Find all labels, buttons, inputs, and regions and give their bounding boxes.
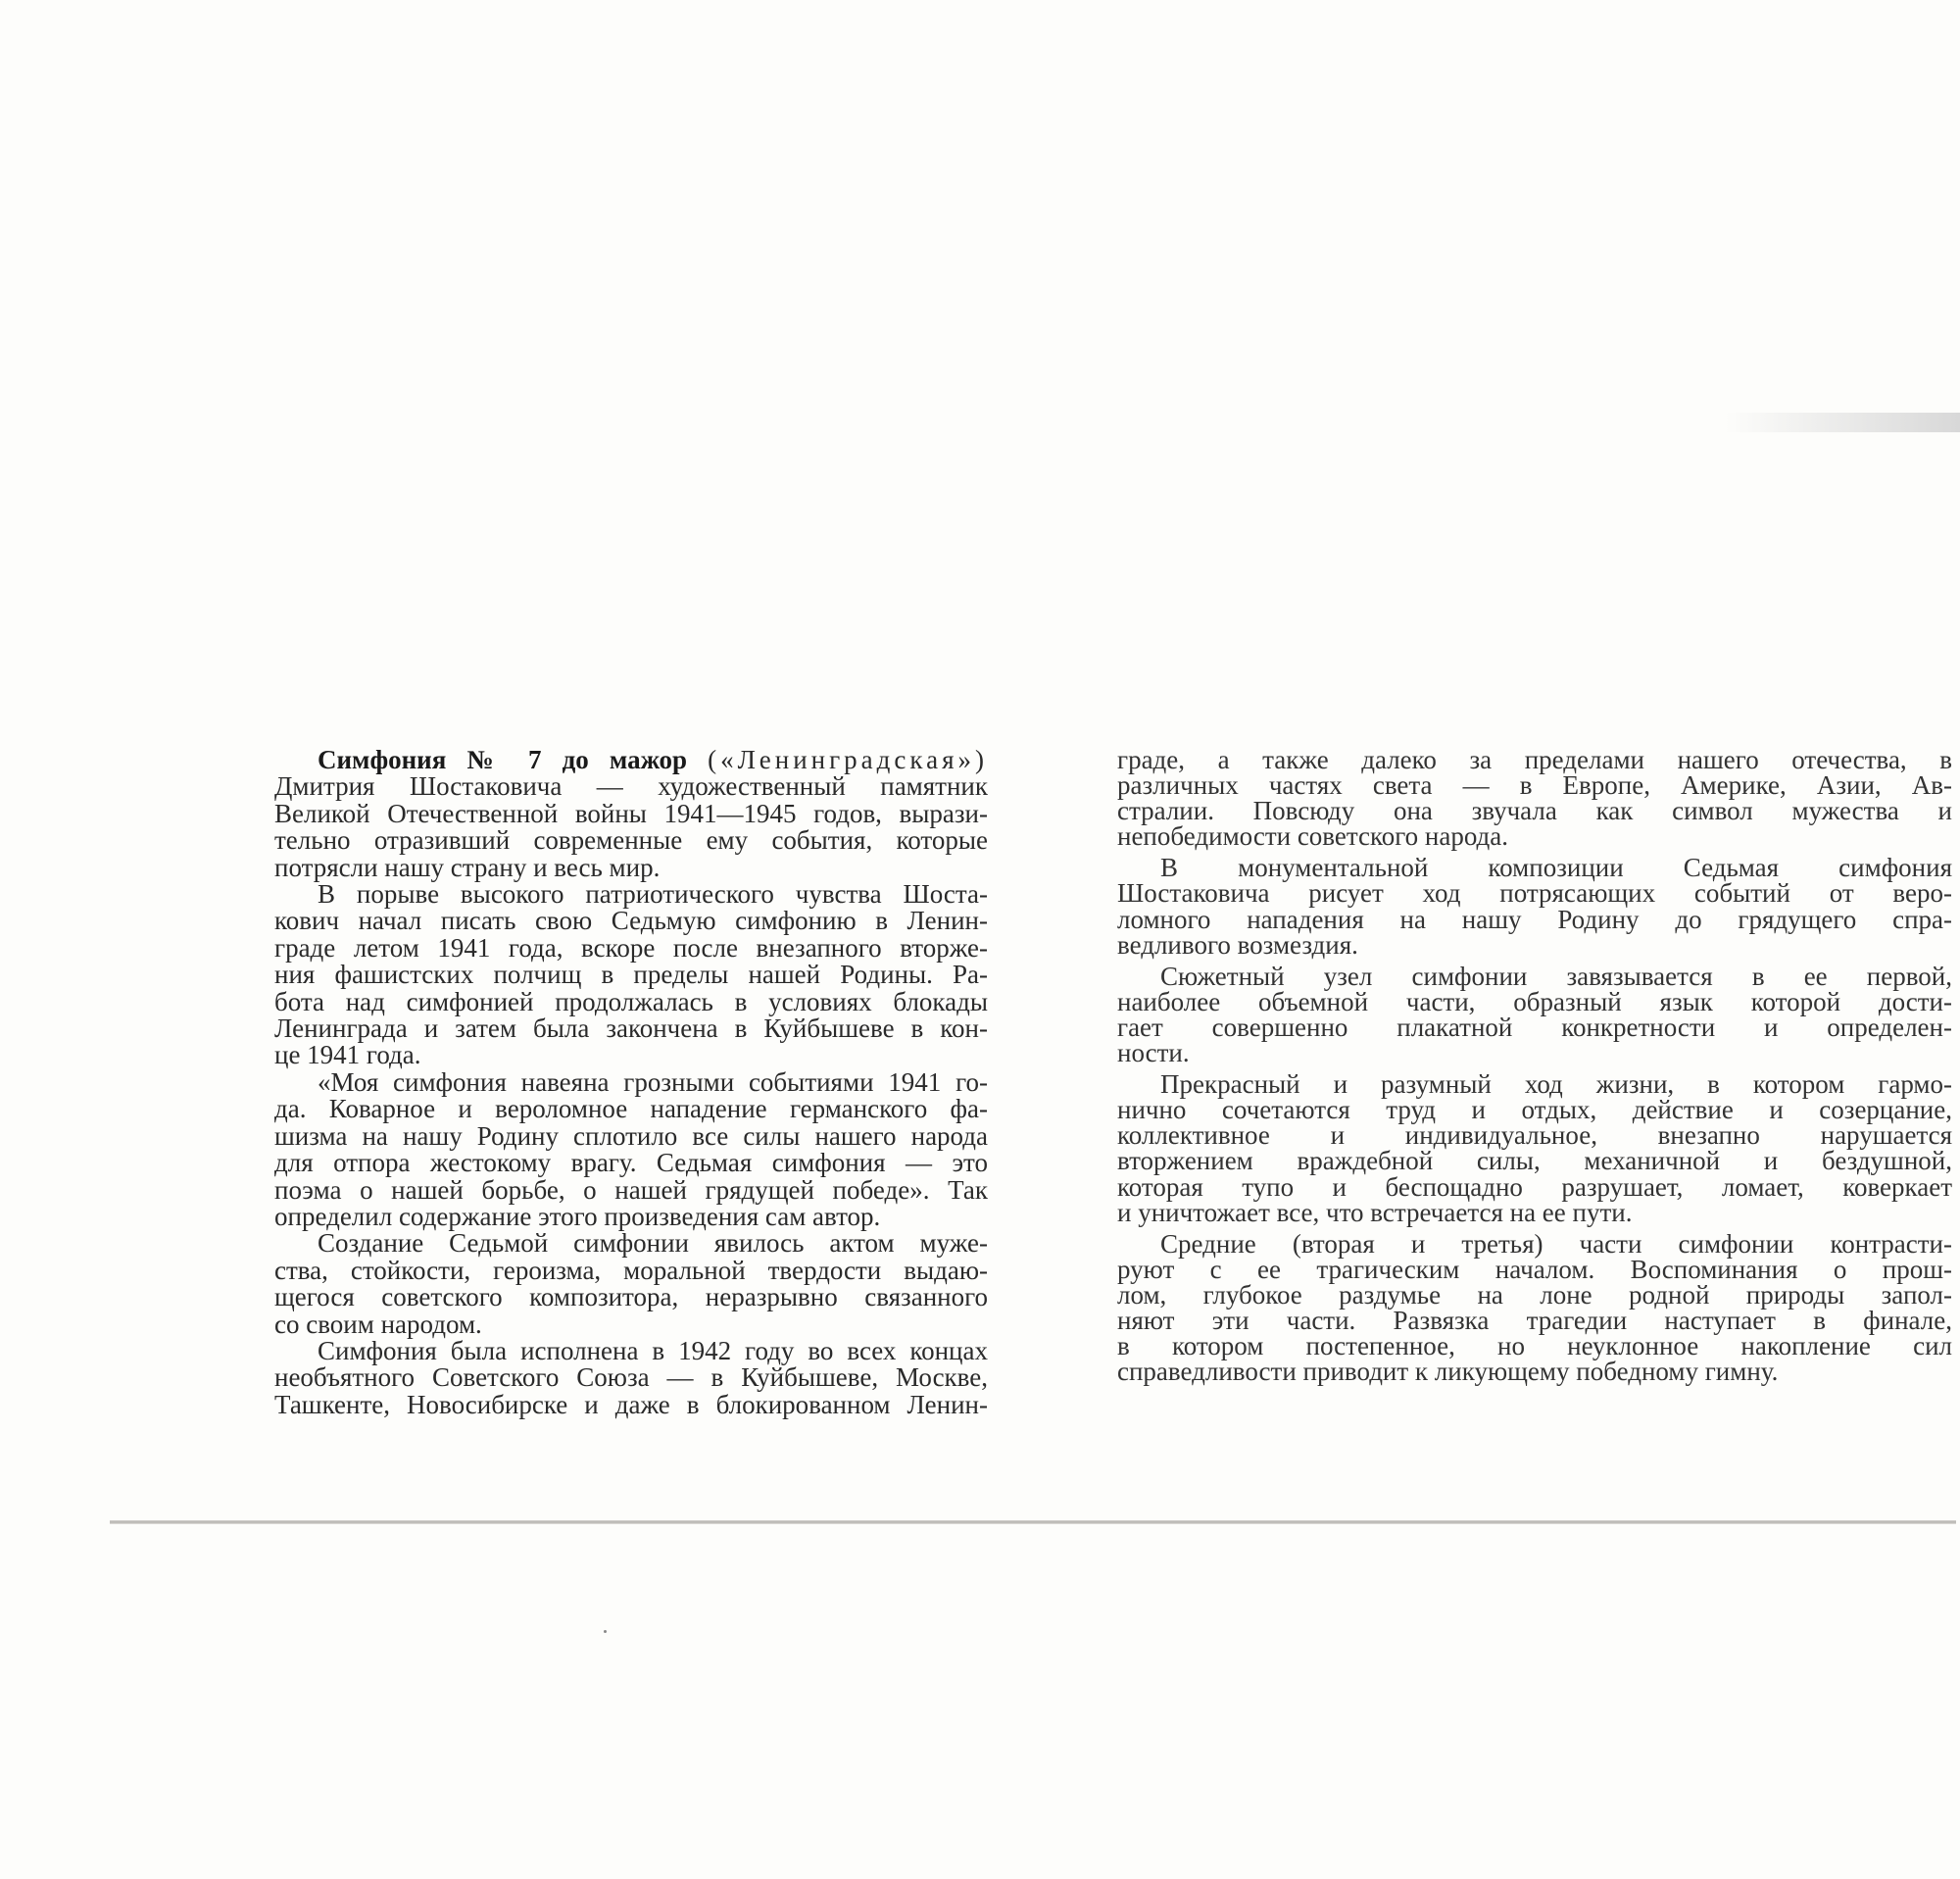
- paragraph: [274, 881, 988, 1069]
- text-line: няют эти части. Развязка трагедии наступает в финале,: [1117, 1305, 1952, 1335]
- paragraph-intro-lines: [274, 773, 988, 881]
- text-line: Ташкенте, Новосибирске и даже в блокированном Ленин-: [274, 1389, 988, 1419]
- paragraph: [1117, 745, 1952, 852]
- text-line: Прекрасный и разумный ход жизни, в котором гармо-: [1160, 1069, 1952, 1100]
- text-line: необъятного Советского Союза — в Куйбышеве, Москве,: [274, 1362, 988, 1393]
- text-line: це 1941 года.: [274, 1040, 421, 1070]
- paragraph: [1117, 853, 1952, 960]
- text-line: вторжением враждебной силы, механичной и бездушной,: [1117, 1146, 1952, 1176]
- paragraph: [274, 1335, 988, 1419]
- text-line: бота над симфонией продолжалась в условиях блокады: [274, 986, 988, 1016]
- text-line: которая тупо и беспощадно разрушает, ломает, коверкает: [1117, 1171, 1952, 1202]
- text-line: В монументальной композиции Седьмая симфония: [1160, 853, 1952, 883]
- paragraph: [274, 1066, 988, 1231]
- text-line: справедливости приводит к ликующему победному гимну.: [1117, 1357, 1779, 1387]
- text-line: шизма на нашу Родину сплотило все силы нашего народа: [274, 1120, 988, 1151]
- text-line: Ленинграда и затем была закончена в Куйбышеве в кон-: [274, 1014, 988, 1044]
- left-paragraphs: [274, 881, 988, 1418]
- text-line: Великой Отечественной войны 1941—1945 годов, вырази-: [274, 798, 988, 828]
- paragraph: [1117, 961, 1952, 1068]
- paragraph: [274, 1230, 988, 1338]
- text-line: руют с ее трагическим началом. Воспоминания о прош-: [1117, 1254, 1952, 1284]
- text-line: различных частях света — в Европе, Америке, Азии, Ав-: [1117, 770, 1952, 801]
- text-line: непобедимости советского народа.: [1117, 821, 1509, 852]
- text-line: со своим народом.: [274, 1309, 482, 1339]
- text-line: Создание Седьмой симфонии явилось актом муже-: [318, 1228, 988, 1259]
- text-line: щегося советского композитора, неразрывно связанного: [274, 1282, 988, 1312]
- text-line: и уничтожает все, что встречается на ее пути.: [1117, 1197, 1633, 1227]
- text-column-left: [274, 747, 988, 1418]
- text-line: да. Коварное и вероломное нападение германского фа-: [274, 1094, 988, 1124]
- text-line: наиболее объемной части, образный язык которой дости-: [1117, 986, 1952, 1016]
- text-line: Симфония была исполнена в 1942 году во всех концах: [318, 1335, 988, 1365]
- text-line: определил содержание этого произведения сам автор.: [274, 1201, 881, 1231]
- text-line: для отпора жестокому врагу. Седьмая симфония — это: [274, 1148, 988, 1178]
- text-line: Дмитрия Шостаковича — художественный памятник: [274, 771, 988, 802]
- heading-line: [274, 747, 988, 773]
- text-line: ния фашистских полчищ в пределы нашей Родины. Ра-: [274, 960, 988, 990]
- text-line: граде, а также далеко за пределами нашего отечества, в: [1117, 745, 1952, 774]
- text-line: «Моя симфония навеяна грозными событиями 1941 го-: [318, 1066, 988, 1097]
- horizontal-rule: [110, 1520, 1956, 1524]
- text-line: Средние (вторая и третья) части симфонии контрасти-: [1160, 1228, 1952, 1259]
- text-line: в котором постепенное, но неуклонное накопление сил: [1117, 1331, 1952, 1361]
- text-line: кович начал писать свою Седьмую симфонию в Ленин-: [274, 906, 988, 936]
- text-line: Сюжетный узел симфонии завязывается в ее первой,: [1160, 961, 1952, 991]
- speck: [604, 1630, 607, 1633]
- text-line: В порыве высокого патриотического чувства Шоста-: [318, 879, 988, 910]
- text-line: ства, стойкости, героизма, моральной твердости выдаю-: [274, 1255, 988, 1285]
- text-line: поэма о нашей борьбе, о нашей грядущей победе». Так: [274, 1174, 988, 1205]
- paragraph-intro: [274, 747, 988, 881]
- page-edge-shadow: [1725, 413, 1960, 432]
- text-line: граде летом 1941 года, вскоре после внезапного вторже-: [274, 932, 988, 963]
- text-line: тельно отразивший современные ему события, которые: [274, 825, 988, 856]
- paragraph: [1117, 1228, 1952, 1387]
- symphony-title: Симфония № 7 до мажор: [318, 745, 688, 774]
- text-column-right: [1117, 747, 1952, 1390]
- text-line: гает совершенно плакатной конкретности и определен-: [1117, 1012, 1952, 1042]
- text-line: коллективное и индивидуальное, внезапно нарушается: [1117, 1120, 1952, 1151]
- paragraph: [1117, 1071, 1952, 1225]
- symphony-subtitle: («Ленинградская»): [708, 745, 988, 774]
- text-line: нично сочетаются труд и отдых, действие и созерцание,: [1117, 1095, 1952, 1125]
- text-line: ломного нападения на нашу Родину до грядущего спра-: [1117, 904, 1952, 934]
- text-line: ведливого возмездия.: [1117, 929, 1358, 960]
- text-line: Шостаковича рисует ход потрясающих событий от веро-: [1117, 878, 1952, 909]
- text-line: потрясли нашу страну и весь мир.: [274, 852, 661, 882]
- text-line: стралии. Повсюду она звучала как символ мужества и: [1117, 796, 1952, 826]
- text-line: лом, глубокое раздумье на лоне родной природы запол-: [1117, 1279, 1952, 1310]
- text-line: ности.: [1117, 1038, 1190, 1068]
